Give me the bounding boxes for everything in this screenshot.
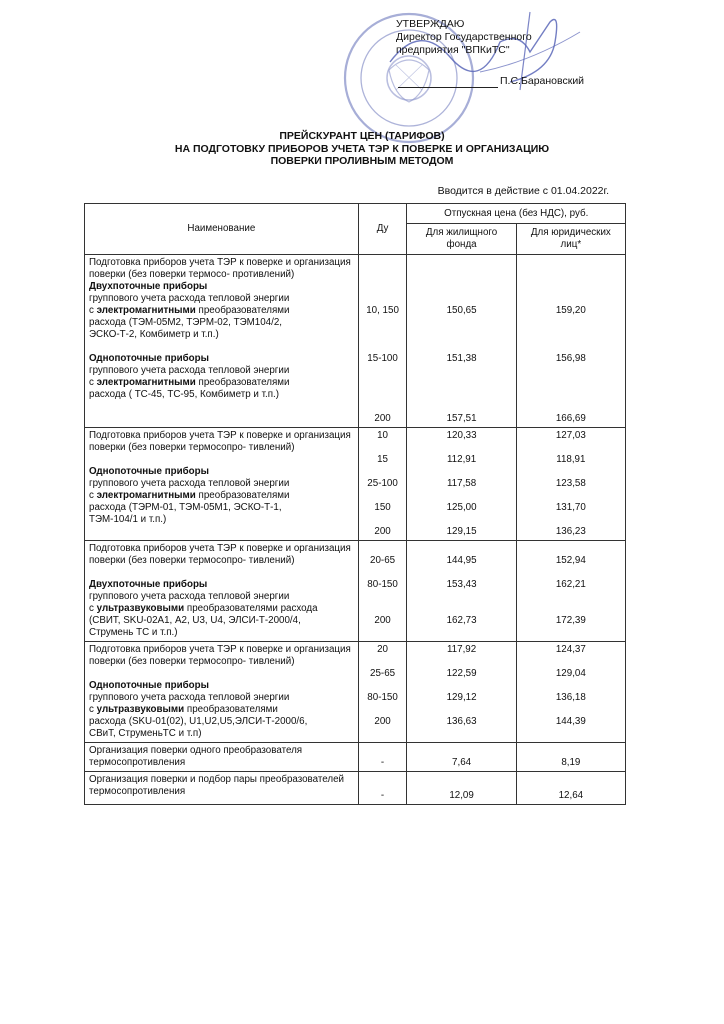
price-legal: 131,70 [555,502,586,513]
approval-organization: предприятия "ВПКиТС" [396,44,510,56]
text-fragment: преобразователями [195,305,290,316]
price-legal: 123,58 [555,478,586,489]
text-bold: ультразвуковыми [96,704,185,715]
section-2-du [358,428,407,541]
effective-date: Вводится в действие с 01.04.2022г. [437,185,609,197]
price-legal: 156,98 [555,353,586,364]
section-2-line-d: ТЭМ-104/1 и т.п.) [89,514,167,525]
price-legal: 162,21 [555,579,586,590]
section-1-name [85,255,359,428]
text-bold: ультразвуковыми [96,603,185,614]
section-4-legal [516,642,625,743]
section-3-legal [516,541,625,642]
text-fragment: преобразователями расхода [184,603,318,614]
price-legal: 144,39 [555,716,586,727]
price-housing: 117,92 [446,644,477,655]
section-4-du [358,642,407,743]
du-value: 200 [374,413,391,424]
price-legal: 124,37 [555,644,586,655]
section-1-legal [516,255,625,428]
section-1-group-1-line-b [89,305,354,317]
section-1-group-1-line-c: расхода (ТЭМ-05М2, ТЭРМ-02, ТЭМ104/2, [89,317,283,328]
du-value: 80-150 [367,692,398,703]
du-value: 15 [377,454,389,465]
price-housing: 122,59 [446,668,477,679]
text-bold: электромагнитными [96,305,196,316]
approval-heading: УТВЕРЖДАЮ [396,18,465,30]
section-1-intro: Подготовка приборов учета ТЭР к поверке и организация поверки (без поверки термосо- противлений) [89,257,351,280]
title-line-3: ПОВЕРКИ ПРОЛИВНЫМ МЕТОДОМ [270,155,454,167]
du-value: 200 [374,526,391,537]
section-4-intro: Подготовка приборов учета ТЭР к поверке и организация поверки (без поверки термосопро- тивлений) [89,644,351,667]
table-header-row [85,204,626,224]
section-4-line-b [89,704,354,716]
du-value: 150 [374,502,391,513]
signature-line [398,87,498,88]
section-2-group-title: Однопоточные приборы [89,466,210,477]
section-1-group-1-line-a: группового учета расхода тепловой энергии [89,293,290,304]
price-legal: 159,20 [555,305,586,316]
price-housing: 129,12 [446,692,477,703]
section-4-group-title: Однопоточные приборы [89,680,210,691]
price-housing: 117,58 [446,478,477,489]
du-value: 15-100 [367,353,398,364]
header-du: Ду [358,204,407,255]
header-legal: Для юридических лиц* [516,224,625,255]
section-6-du: - [358,772,407,805]
text-fragment: с [89,704,97,715]
price-housing: 157,51 [446,413,477,424]
text-fragment: преобразователями [184,704,278,715]
section-3-group-title: Двухпоточные приборы [89,579,208,590]
section-3-housing [407,541,516,642]
du-value: 25-65 [370,668,396,679]
section-1-group-2-line-c: расхода ( ТС-45, ТС-95, Комбиметр и т.п.) [89,389,280,400]
du-value: 20 [377,644,389,655]
price-housing: 144,95 [446,555,477,566]
price-housing: 162,73 [446,615,477,626]
section-6-legal: 12,64 [516,772,625,805]
title-line-2: НА ПОДГОТОВКУ ПРИБОРОВ УЧЕТА ТЭР К ПОВЕРКЕ И ОРГАНИЗАЦИЮ [174,142,550,155]
approval-signer: П.С.Барановский [500,75,585,87]
price-legal: 136,23 [555,526,586,537]
text-fragment: преобразователями [195,377,290,388]
price-table [84,203,626,805]
approval-position: Директор Государственного [396,31,532,43]
text-fragment: с [89,490,97,501]
header-housing: Для жилищного фонда [407,224,516,255]
section-6-housing: 12,09 [407,772,516,805]
price-housing: 150,65 [446,305,477,316]
section-4-line-c: расхода (SKU-01(02), U1,U2,U5,ЭЛСИ-Т-2000/6, [89,716,308,727]
du-value: 200 [374,716,391,727]
section-2-line-c: расхода (ТЭРМ-01, ТЭМ-05М1, ЭСКО-Т-1, [89,502,282,513]
title-line-1: ПРЕЙСКУРАНТ ЦЕН (ТАРИФОВ) [279,130,445,142]
section-1-group-2-line-b [89,377,354,389]
document-title [0,130,724,168]
section-1-group-2-title: Однопоточные приборы [89,353,210,364]
table-row [85,642,626,743]
section-5-du: - [358,743,407,772]
price-housing: 129,15 [446,526,477,537]
price-housing: 151,38 [446,353,477,364]
section-5-name: Организация поверки одного преобразователя термосопротивления [85,743,359,772]
header-name: Наименование [85,204,359,255]
price-legal: 136,18 [555,692,586,703]
section-1-group-1-line-d: ЭСКО-Т-2, Комбиметр и т.п.) [89,329,219,340]
price-housing: 136,63 [446,716,477,727]
section-3-line-a: группового учета расхода тепловой энергии [89,591,290,602]
table-row [85,255,626,428]
price-legal: 118,91 [556,454,586,465]
section-5-legal: 8,19 [516,743,625,772]
text-fragment: преобразователями [195,490,290,501]
section-2-legal [516,428,625,541]
section-4-line-a: группового учета расхода тепловой энергии [89,692,290,703]
section-2-intro: Подготовка приборов учета ТЭР к поверке и организация поверки (без поверки термосопро- тивлений) [89,430,351,453]
section-2-name [85,428,359,541]
du-value: 25-100 [367,478,398,489]
table-row [85,541,626,642]
table-row [85,743,626,772]
price-housing: 112,91 [446,454,477,465]
du-value: 10 [377,430,389,441]
section-2-housing [407,428,516,541]
text-bold: электромагнитными [96,490,196,501]
section-3-line-d: Струмень ТС и т.п.) [89,627,178,638]
section-1-group-1-title: Двухпоточные приборы [89,281,208,292]
price-housing: 153,43 [446,579,477,590]
text-bold: электромагнитными [96,377,196,388]
section-2-line-a: группового учета расхода тепловой энергии [89,478,290,489]
section-5-housing: 7,64 [407,743,516,772]
price-legal: 166,69 [555,413,586,424]
approval-block [396,18,585,88]
section-1-housing [407,255,516,428]
price-housing: 120,33 [446,430,477,441]
text-fragment: с [89,305,97,316]
text-fragment: с [89,603,97,614]
du-value: 10, 150 [366,305,399,316]
price-legal: 127,03 [555,430,586,441]
section-3-line-c: (СВИТ, SKU-02А1, А2, U3, U4, ЭЛСИ-Т-2000/4, [89,615,301,626]
price-legal: 172,39 [555,615,586,626]
section-4-housing [407,642,516,743]
price-legal: 129,04 [555,668,586,679]
section-6-name: Организация поверки и подбор пары преобразователей термосопротивления [85,772,359,805]
table-row [85,772,626,805]
price-legal: 152,94 [555,555,586,566]
text-fragment: с [89,377,97,388]
section-1-du [358,255,407,428]
section-4-name [85,642,359,743]
price-housing: 125,00 [446,502,477,513]
approval-signature-row [398,75,584,88]
section-2-line-b [89,490,354,502]
du-value: 20-65 [370,555,396,566]
section-3-du [358,541,407,642]
section-4-line-d: СВиТ, СтруменьТС и т.п) [89,728,202,739]
section-3-intro: Подготовка приборов учета ТЭР к поверке и организация поверки (без поверки термосопро- тивлений) [89,543,351,566]
section-1-group-2-line-a: группового учета расхода тепловой энергии [89,365,290,376]
du-value: 80-150 [367,579,398,590]
section-3-name [85,541,359,642]
header-price-group: Отпускная цена (без НДС), руб. [407,204,626,224]
table-row [85,428,626,541]
du-value: 200 [374,615,391,626]
section-3-line-b [89,603,354,615]
